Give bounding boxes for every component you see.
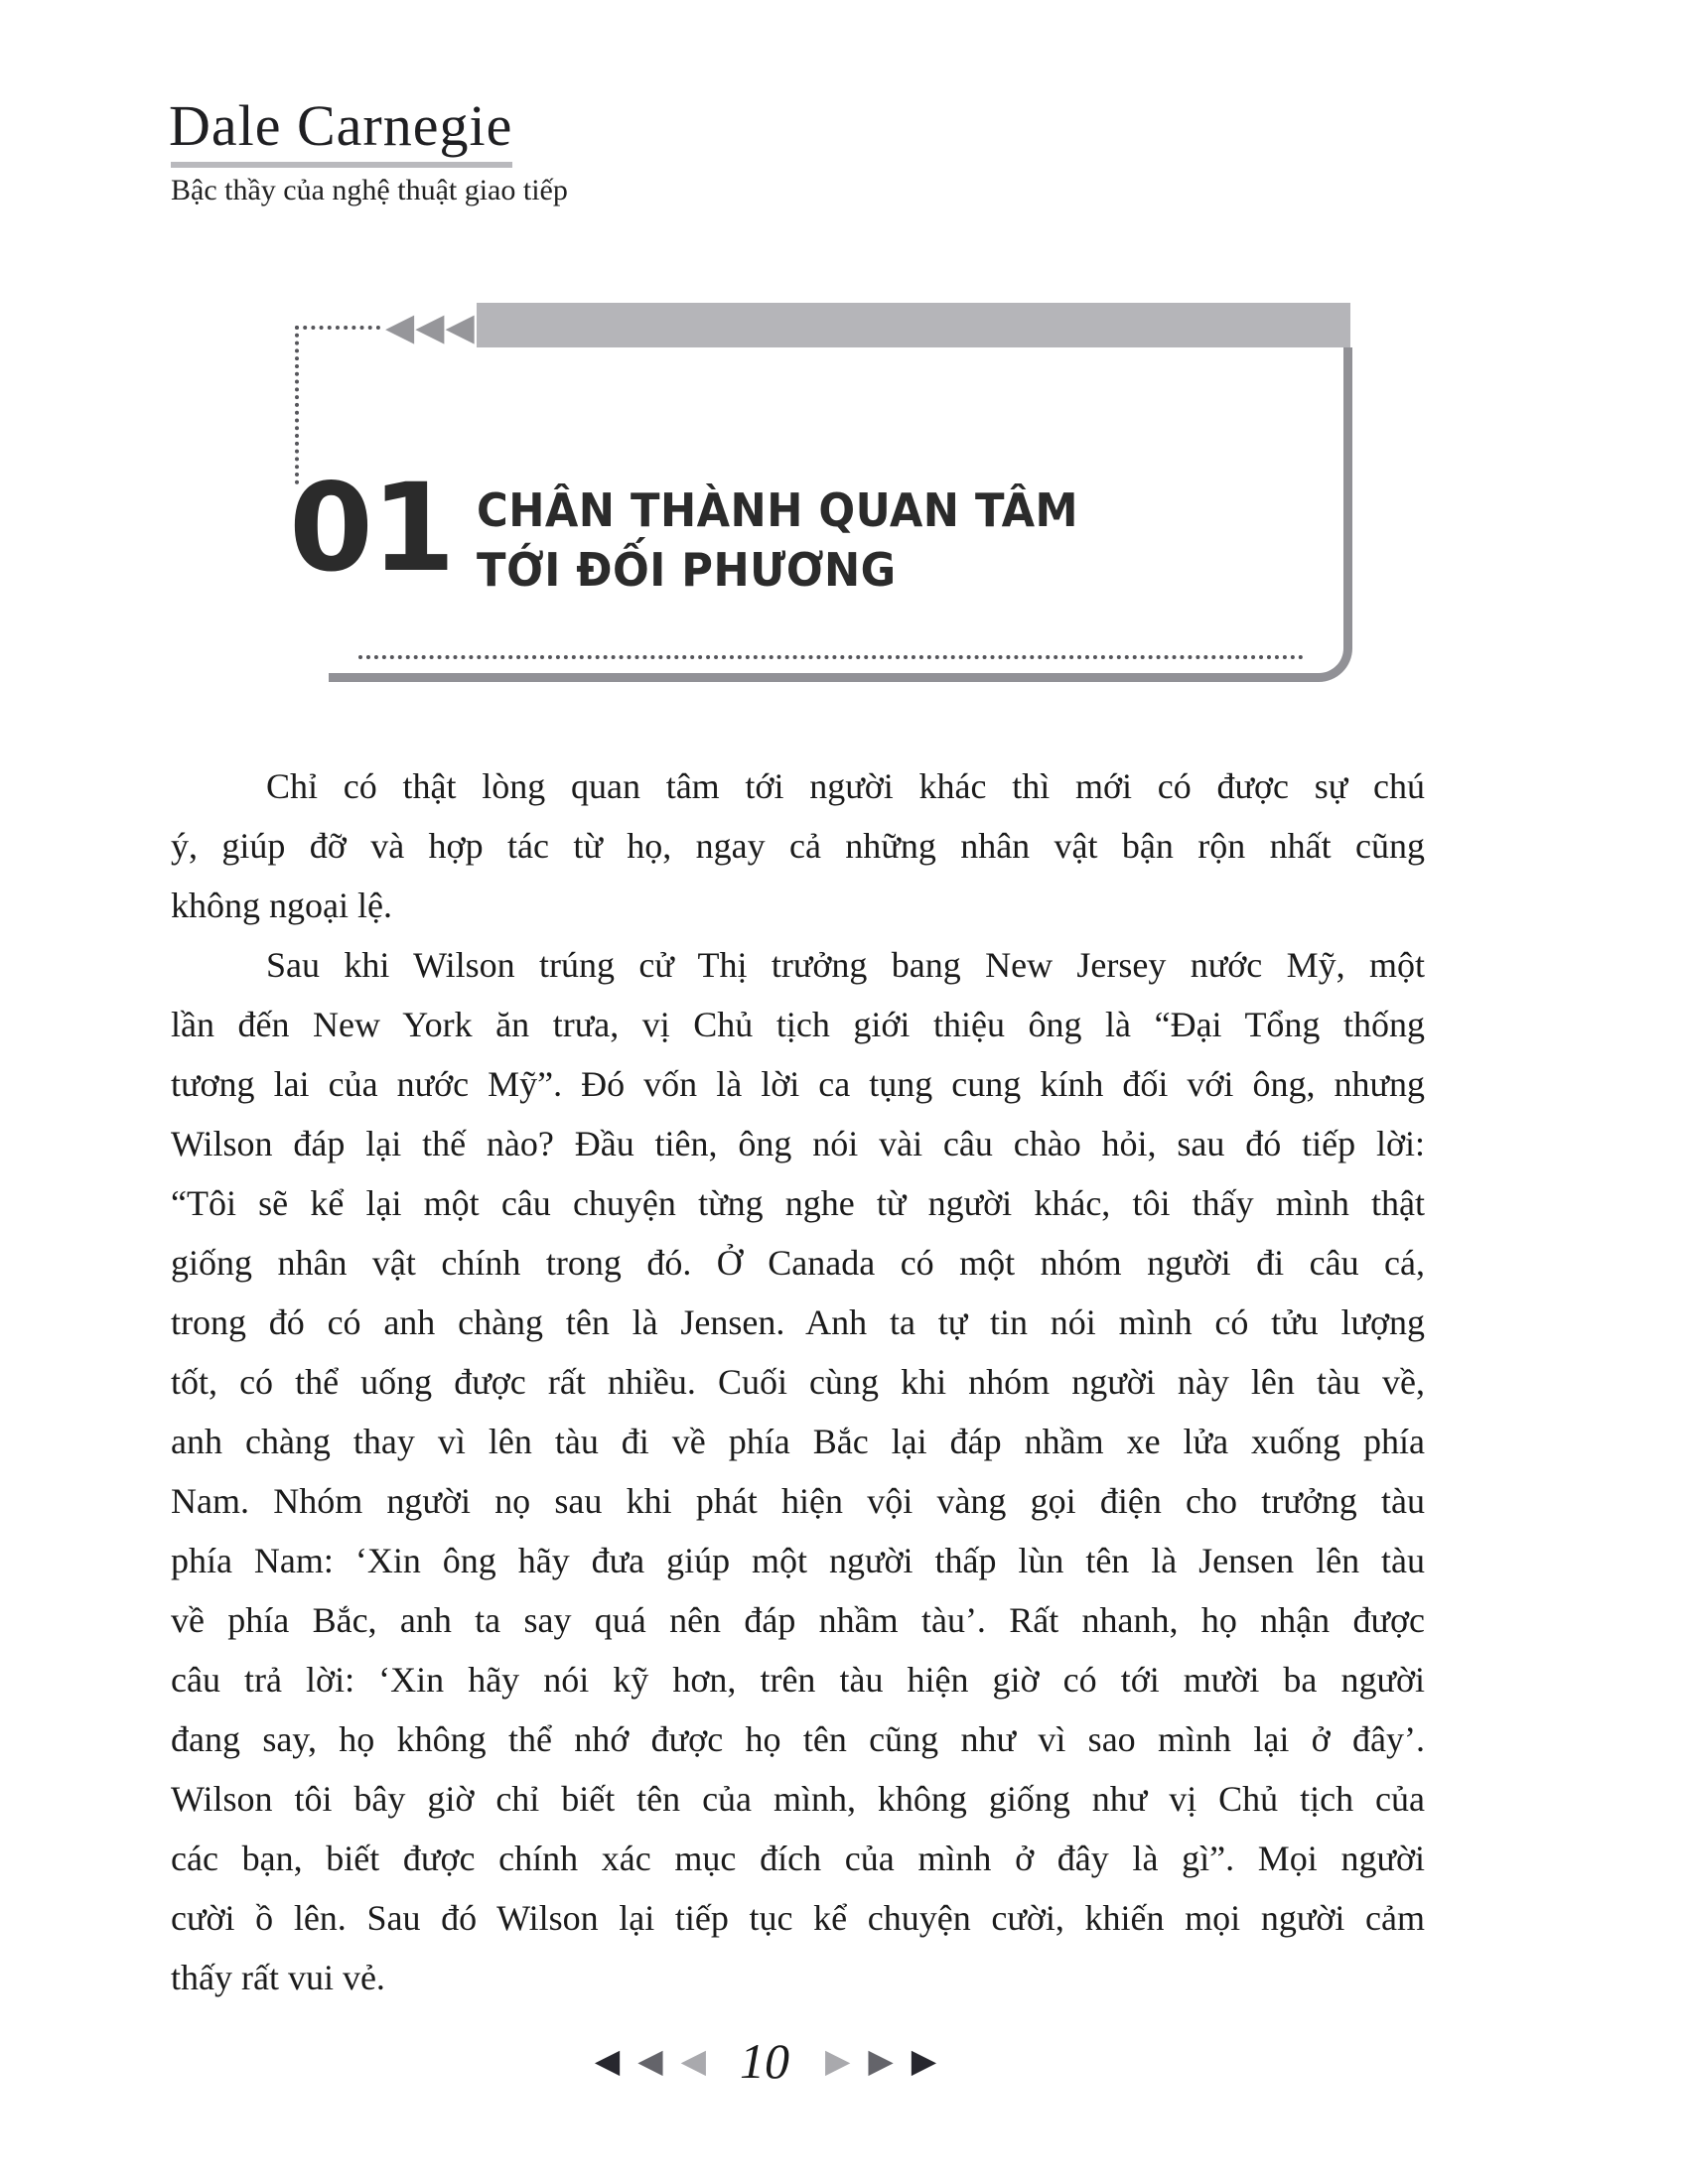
triangle-right-icon: ▶	[911, 2041, 935, 2080]
body-line: anh chàng thay vì lên tàu đi về phía Bắc lại đáp nhầm xe lửa xuống phía	[171, 1422, 1425, 1461]
body-line: ý, giúp đỡ và hợp tác từ họ, ngay cả những nhân vật bận rộn nhất cũng	[171, 826, 1425, 866]
chapter-number: 01	[289, 458, 454, 599]
body-line: “Tôi sẽ kể lại một câu chuyện từng nghe từ người khác, tôi thấy mình thật	[171, 1183, 1425, 1223]
triangle-left-icons: ◀◀◀	[385, 305, 476, 348]
body-text	[171, 756, 1425, 2007]
author-name: Dale Carnegie	[169, 93, 513, 158]
body-line: Chỉ có thật lòng quan tâm tới người khác thì mới có được sự chú	[266, 766, 1425, 806]
dotted-line-top	[295, 326, 380, 330]
body-line: lần đến New York ăn trưa, vị Chủ tịch giới thiệu ông là “Đại Tổng thống	[171, 1005, 1425, 1044]
body-line: phía Nam: ‘Xin ông hãy đưa giúp một người thấp lùn tên là Jensen lên tàu	[171, 1541, 1425, 1580]
chapter-title-line2: TỚI ĐỐI PHƯƠNG	[477, 543, 897, 597]
body-line: tốt, có thể uống được rất nhiều. Cuối cùng khi nhóm người này lên tàu về,	[171, 1362, 1425, 1402]
triangle-right-icon: ▶	[825, 2041, 849, 2080]
chapter-title	[477, 480, 1078, 600]
page-number: 10	[740, 2033, 789, 2089]
dotted-line-bottom	[358, 655, 1304, 659]
triangle-left-icon: ◀	[594, 2041, 619, 2080]
body-line: câu trả lời: ‘Xin hãy nói kỹ hơn, trên tàu hiện giờ có tới mười ba người	[171, 1660, 1425, 1700]
author-underline	[171, 162, 512, 168]
author-tagline: Bậc thầy của nghệ thuật giao tiếp	[171, 174, 568, 206]
chapter-title-line1: CHÂN THÀNH QUAN TÂM	[477, 483, 1079, 537]
body-line: Wilson đáp lại thế nào? Đầu tiên, ông nói vài câu chào hỏi, sau đó tiếp lời:	[171, 1124, 1425, 1163]
body-line: giống nhân vật chính trong đó. Ở Canada có một nhóm người đi câu cá,	[171, 1243, 1425, 1283]
body-line: Sau khi Wilson trúng cử Thị trưởng bang New Jersey nước Mỹ, một	[266, 945, 1425, 985]
body-line: cười ồ lên. Sau đó Wilson lại tiếp tục kể chuyện cười, khiến mọi người cảm	[171, 1898, 1425, 1938]
body-line: đang say, họ không thể nhớ được họ tên cũng như vì sao mình lại ở đây’.	[171, 1719, 1425, 1759]
triangle-right-icon: ▶	[868, 2041, 892, 2080]
body-line: không ngoại lệ.	[171, 886, 392, 925]
body-line: thấy rất vui vẻ.	[171, 1958, 385, 1997]
body-line: trong đó có anh chàng tên là Jensen. Anh ta tự tin nói mình có tửu lượng	[171, 1302, 1425, 1342]
chapter-header-bar	[477, 303, 1350, 347]
body-line: Nam. Nhóm người nọ sau khi phát hiện vội vàng gọi điện cho trưởng tàu	[171, 1481, 1425, 1521]
body-line: các bạn, biết được chính xác mục đích của mình ở đây là gì”. Mọi người	[171, 1839, 1425, 1878]
body-line: về phía Bắc, anh ta say quá nên đáp nhầm tàu’. Rất nhanh, họ nhận được	[171, 1600, 1425, 1640]
triangle-left-icon: ◀	[637, 2041, 661, 2080]
body-line: tương lai của nước Mỹ”. Đó vốn là lời ca tụng cung kính đối với ông, nhưng	[171, 1064, 1425, 1104]
body-line: Wilson tôi bây giờ chỉ biết tên của mình, không giống như vị Chủ tịch của	[171, 1779, 1425, 1819]
page-footer	[0, 2033, 1529, 2089]
triangle-left-icon: ◀	[680, 2041, 704, 2080]
